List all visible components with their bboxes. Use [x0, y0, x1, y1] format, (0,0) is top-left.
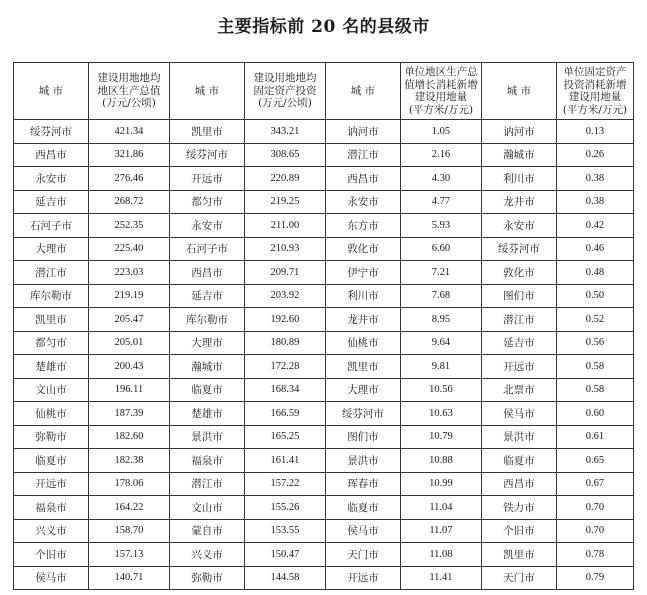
- city-investment-cell: 潜江市: [169, 472, 244, 496]
- land-per-investment-value-cell: 0.65: [556, 449, 633, 473]
- city-gdp-cell: 楚雄市: [14, 355, 89, 379]
- city-gdp-growth-cell: 伊宁市: [325, 261, 400, 285]
- land-per-gdp-growth-value-cell: 10.88: [400, 449, 481, 473]
- city-gdp-cell: 石河子市: [14, 214, 89, 238]
- gdp-per-land-value-cell: 268.72: [88, 190, 169, 214]
- land-per-gdp-growth-value-cell: 5.93: [400, 214, 481, 238]
- investment-per-land-value-cell: 155.26: [244, 496, 325, 520]
- city-investment-cell: 临夏市: [169, 378, 244, 402]
- land-per-investment-value-cell: 0.70: [556, 519, 633, 543]
- table-row: [14, 519, 634, 543]
- city-gdp-cell: 侯马市: [14, 566, 89, 590]
- header-line: 地区生产总值: [97, 84, 161, 97]
- investment-per-land-value-cell: 168.34: [244, 378, 325, 402]
- ranking-table: [13, 62, 634, 590]
- header-city-1: 城 市: [14, 63, 89, 120]
- header-line: 固定资产投资: [253, 84, 317, 97]
- city-gdp-cell: 弥勒市: [14, 425, 89, 449]
- land-per-investment-value-cell: 0.58: [556, 378, 633, 402]
- land-per-investment-value-cell: 0.56: [556, 331, 633, 355]
- city-gdp-growth-cell: 大理市: [325, 378, 400, 402]
- land-per-investment-value-cell: 0.50: [556, 284, 633, 308]
- land-per-investment-value-cell: 0.48: [556, 261, 633, 285]
- city-investment-land-cell: 开远市: [481, 355, 556, 379]
- city-investment-cell: 大理市: [169, 331, 244, 355]
- land-per-gdp-growth-value-cell: 4.77: [400, 190, 481, 214]
- city-investment-land-cell: 西昌市: [481, 472, 556, 496]
- city-gdp-cell: 个旧市: [14, 543, 89, 567]
- city-gdp-growth-cell: 西昌市: [325, 167, 400, 191]
- gdp-per-land-value-cell: 321.86: [88, 143, 169, 167]
- land-per-gdp-growth-value-cell: 9.81: [400, 355, 481, 379]
- investment-per-land-value-cell: 166.59: [244, 402, 325, 426]
- city-gdp-growth-cell: 永安市: [325, 190, 400, 214]
- gdp-per-land-value-cell: 225.40: [88, 237, 169, 261]
- investment-per-land-value-cell: 165.25: [244, 425, 325, 449]
- city-gdp-growth-cell: 仙桃市: [325, 331, 400, 355]
- land-per-investment-value-cell: 0.52: [556, 308, 633, 332]
- land-per-investment-value-cell: 0.78: [556, 543, 633, 567]
- gdp-per-land-value-cell: 276.46: [88, 167, 169, 191]
- city-investment-cell: 蒙自市: [169, 519, 244, 543]
- header-city-2: 城 市: [169, 63, 244, 120]
- city-investment-land-cell: 敦化市: [481, 261, 556, 285]
- city-gdp-cell: 都匀市: [14, 331, 89, 355]
- header-city-4: 城 市: [481, 63, 556, 120]
- city-investment-cell: 福泉市: [169, 449, 244, 473]
- investment-per-land-value-cell: 209.71: [244, 261, 325, 285]
- land-per-investment-value-cell: 0.79: [556, 566, 633, 590]
- city-gdp-cell: 库尔勒市: [14, 284, 89, 308]
- land-per-gdp-growth-value-cell: 9.64: [400, 331, 481, 355]
- city-investment-cell: 石河子市: [169, 237, 244, 261]
- land-per-investment-value-cell: 0.60: [556, 402, 633, 426]
- city-investment-land-cell: 北票市: [481, 378, 556, 402]
- header-line: (平方米/万元): [562, 103, 628, 116]
- table-row: [14, 143, 634, 167]
- city-investment-land-cell: 永安市: [481, 214, 556, 238]
- land-per-gdp-growth-value-cell: 11.04: [400, 496, 481, 520]
- city-gdp-growth-cell: 凯里市: [325, 355, 400, 379]
- city-investment-cell: 弥勒市: [169, 566, 244, 590]
- land-per-gdp-growth-value-cell: 10.99: [400, 472, 481, 496]
- land-per-gdp-growth-value-cell: 4.30: [400, 167, 481, 191]
- land-per-investment-value-cell: 0.67: [556, 472, 633, 496]
- city-gdp-growth-cell: 利川市: [325, 284, 400, 308]
- table-row: [14, 378, 634, 402]
- city-gdp-cell: 凯里市: [14, 308, 89, 332]
- city-investment-cell: 景洪市: [169, 425, 244, 449]
- investment-per-land-value-cell: 157.22: [244, 472, 325, 496]
- land-per-gdp-growth-value-cell: 7.21: [400, 261, 481, 285]
- city-gdp-growth-cell: 讷河市: [325, 120, 400, 144]
- city-gdp-cell: 延吉市: [14, 190, 89, 214]
- city-investment-cell: 西昌市: [169, 261, 244, 285]
- city-investment-land-cell: 铁力市: [481, 496, 556, 520]
- table-header: [14, 63, 634, 120]
- investment-per-land-value-cell: 153.55: [244, 519, 325, 543]
- table-row: [14, 402, 634, 426]
- city-investment-cell: 绥芬河市: [169, 143, 244, 167]
- city-gdp-cell: 临夏市: [14, 449, 89, 473]
- city-investment-cell: 都匀市: [169, 190, 244, 214]
- gdp-per-land-value-cell: 421.34: [88, 120, 169, 144]
- header-line: 建设用地量: [414, 91, 468, 103]
- land-per-gdp-growth-value-cell: 11.08: [400, 543, 481, 567]
- city-gdp-cell: 潜江市: [14, 261, 89, 285]
- table-row: [14, 449, 634, 473]
- header-land-per-gdp-growth: [400, 63, 481, 120]
- land-per-investment-value-cell: 0.38: [556, 167, 633, 191]
- city-gdp-cell: 大理市: [14, 237, 89, 261]
- city-investment-cell: 开远市: [169, 167, 244, 191]
- city-gdp-growth-cell: 图们市: [325, 425, 400, 449]
- city-gdp-cell: 绥芬河市: [14, 120, 89, 144]
- table-row: [14, 237, 634, 261]
- land-per-investment-value-cell: 0.46: [556, 237, 633, 261]
- header-line: 值增长消耗新增: [404, 78, 478, 91]
- city-investment-land-cell: 个旧市: [481, 519, 556, 543]
- gdp-per-land-value-cell: 187.39: [88, 402, 169, 426]
- city-gdp-cell: 福泉市: [14, 496, 89, 520]
- city-investment-land-cell: 凯里市: [481, 543, 556, 567]
- header-city-3: 城 市: [325, 63, 400, 120]
- table-row: [14, 284, 634, 308]
- city-gdp-cell: 永安市: [14, 167, 89, 191]
- investment-per-land-value-cell: 161.41: [244, 449, 325, 473]
- city-gdp-growth-cell: 天门市: [325, 543, 400, 567]
- land-per-gdp-growth-value-cell: 6.60: [400, 237, 481, 261]
- land-per-investment-value-cell: 0.42: [556, 214, 633, 238]
- investment-per-land-value-cell: 203.92: [244, 284, 325, 308]
- gdp-per-land-value-cell: 182.60: [88, 425, 169, 449]
- city-investment-land-cell: 景洪市: [481, 425, 556, 449]
- city-gdp-growth-cell: 景洪市: [325, 449, 400, 473]
- table-row: [14, 190, 634, 214]
- gdp-per-land-value-cell: 205.47: [88, 308, 169, 332]
- table-row: [14, 308, 634, 332]
- land-per-gdp-growth-value-cell: 11.41: [400, 566, 481, 590]
- city-gdp-growth-cell: 龙井市: [325, 308, 400, 332]
- land-per-gdp-growth-value-cell: 2.16: [400, 143, 481, 167]
- city-investment-cell: 永安市: [169, 214, 244, 238]
- investment-per-land-value-cell: 144.58: [244, 566, 325, 590]
- land-per-investment-value-cell: 0.58: [556, 355, 633, 379]
- land-per-gdp-growth-value-cell: 8.95: [400, 308, 481, 332]
- gdp-per-land-value-cell: 223.03: [88, 261, 169, 285]
- investment-per-land-value-cell: 172.28: [244, 355, 325, 379]
- city-investment-land-cell: 图们市: [481, 284, 556, 308]
- table-row: [14, 214, 634, 238]
- land-per-gdp-growth-value-cell: 10.56: [400, 378, 481, 402]
- land-per-gdp-growth-value-cell: 10.63: [400, 402, 481, 426]
- city-gdp-growth-cell: 珲春市: [325, 472, 400, 496]
- city-gdp-cell: 西昌市: [14, 143, 89, 167]
- city-investment-land-cell: 讷河市: [481, 120, 556, 144]
- land-per-gdp-growth-value-cell: 1.05: [400, 120, 481, 144]
- header-line: (万元/公顷): [258, 97, 312, 110]
- gdp-per-land-value-cell: 252.35: [88, 214, 169, 238]
- table-row: [14, 543, 634, 567]
- land-per-gdp-growth-value-cell: 7.68: [400, 284, 481, 308]
- table-body: [14, 120, 634, 590]
- city-gdp-cell: 文山市: [14, 378, 89, 402]
- header-line: 单位地区生产总: [404, 66, 478, 78]
- table-row: [14, 496, 634, 520]
- table-row: [14, 566, 634, 590]
- city-gdp-growth-cell: 绥芬河市: [325, 402, 400, 426]
- table-row: [14, 331, 634, 355]
- city-investment-land-cell: 延吉市: [481, 331, 556, 355]
- land-per-investment-value-cell: 0.70: [556, 496, 633, 520]
- city-investment-land-cell: 侯马市: [481, 402, 556, 426]
- city-investment-land-cell: 龙井市: [481, 190, 556, 214]
- gdp-per-land-value-cell: 200.43: [88, 355, 169, 379]
- table-row: [14, 355, 634, 379]
- table-row: [14, 167, 634, 191]
- land-per-investment-value-cell: 0.13: [556, 120, 633, 144]
- city-gdp-growth-cell: 东方市: [325, 214, 400, 238]
- investment-per-land-value-cell: 211.00: [244, 214, 325, 238]
- city-gdp-growth-cell: 潜江市: [325, 143, 400, 167]
- land-per-investment-value-cell: 0.26: [556, 143, 633, 167]
- city-investment-cell: 瀚城市: [169, 355, 244, 379]
- city-gdp-growth-cell: 开远市: [325, 566, 400, 590]
- gdp-per-land-value-cell: 205.01: [88, 331, 169, 355]
- gdp-per-land-value-cell: 157.13: [88, 543, 169, 567]
- header-land-per-investment: [556, 63, 633, 120]
- land-per-investment-value-cell: 0.61: [556, 425, 633, 449]
- header-gdp-per-land: [88, 63, 169, 120]
- page-title: 主要指标前 20 名的县级市: [217, 17, 430, 37]
- city-gdp-growth-cell: 临夏市: [325, 496, 400, 520]
- header-line: 建设用地地均: [253, 72, 317, 85]
- city-investment-cell: 凯里市: [169, 120, 244, 144]
- investment-per-land-value-cell: 192.60: [244, 308, 325, 332]
- gdp-per-land-value-cell: 164.22: [88, 496, 169, 520]
- table-row: [14, 120, 634, 144]
- header-line: 投资消耗新增: [563, 78, 627, 91]
- city-gdp-cell: 仙桃市: [14, 402, 89, 426]
- header-line: (平方米/万元): [408, 103, 474, 116]
- investment-per-land-value-cell: 308.65: [244, 143, 325, 167]
- city-investment-cell: 兴义市: [169, 543, 244, 567]
- city-investment-cell: 文山市: [169, 496, 244, 520]
- city-investment-land-cell: 潜江市: [481, 308, 556, 332]
- city-investment-land-cell: 临夏市: [481, 449, 556, 473]
- table-row: [14, 425, 634, 449]
- investment-per-land-value-cell: 219.25: [244, 190, 325, 214]
- gdp-per-land-value-cell: 219.19: [88, 284, 169, 308]
- city-investment-cell: 库尔勒市: [169, 308, 244, 332]
- investment-per-land-value-cell: 210.93: [244, 237, 325, 261]
- gdp-per-land-value-cell: 140.71: [88, 566, 169, 590]
- city-gdp-cell: 开远市: [14, 472, 89, 496]
- investment-per-land-value-cell: 150.47: [244, 543, 325, 567]
- investment-per-land-value-cell: 180.89: [244, 331, 325, 355]
- gdp-per-land-value-cell: 158.70: [88, 519, 169, 543]
- city-investment-land-cell: 利川市: [481, 167, 556, 191]
- header-line: 建设用地地均: [97, 72, 161, 85]
- city-investment-land-cell: 天门市: [481, 566, 556, 590]
- table-row: [14, 472, 634, 496]
- city-investment-land-cell: 瀚城市: [481, 143, 556, 167]
- header-line: 建设用地量: [568, 91, 622, 103]
- header-line: (万元/公顷): [102, 97, 156, 110]
- investment-per-land-value-cell: 343.21: [244, 120, 325, 144]
- land-per-investment-value-cell: 0.38: [556, 190, 633, 214]
- city-investment-land-cell: 绥芬河市: [481, 237, 556, 261]
- land-per-gdp-growth-value-cell: 10.79: [400, 425, 481, 449]
- city-gdp-growth-cell: 敦化市: [325, 237, 400, 261]
- land-per-gdp-growth-value-cell: 11.07: [400, 519, 481, 543]
- city-gdp-growth-cell: 侯马市: [325, 519, 400, 543]
- city-gdp-cell: 兴义市: [14, 519, 89, 543]
- city-investment-cell: 延吉市: [169, 284, 244, 308]
- gdp-per-land-value-cell: 178.06: [88, 472, 169, 496]
- gdp-per-land-value-cell: 196.11: [88, 378, 169, 402]
- table-row: [14, 261, 634, 285]
- gdp-per-land-value-cell: 182.38: [88, 449, 169, 473]
- city-investment-cell: 楚雄市: [169, 402, 244, 426]
- header-investment-per-land: [244, 63, 325, 120]
- investment-per-land-value-cell: 220.89: [244, 167, 325, 191]
- header-line: 单位固定资产: [563, 66, 627, 78]
